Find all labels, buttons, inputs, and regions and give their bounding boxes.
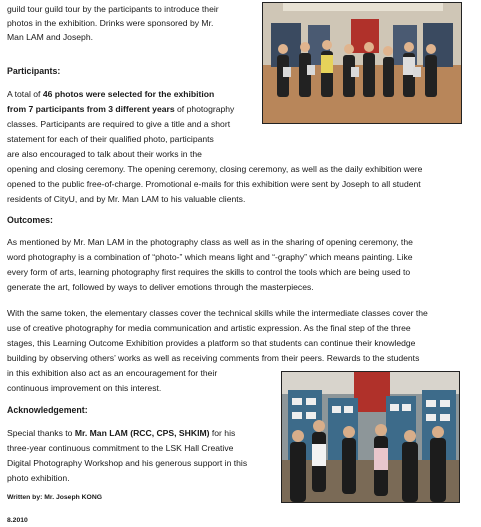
ack-prefix: Special thanks to — [7, 428, 75, 438]
participants-bold-1: 46 photos were selected for the exhibition — [42, 89, 215, 99]
outcomes-p2-line-5: in this exhibition also act as an encouragement for their — [7, 368, 218, 378]
intro-line-3: Man LAM and Joseph. — [7, 32, 93, 42]
outcomes-heading: Outcomes: — [7, 215, 53, 225]
participants-line-5: are also encouraged to talk about their works in the — [7, 149, 202, 159]
outcomes-p2-line-1: With the same token, the elementary classes cover the technical skills while the intermediate classes cover the — [7, 308, 428, 318]
outcomes-p1-line-2: word photography is a combination of “photo-” which means light and “-graphy” which means painting. Like — [7, 252, 413, 262]
participants-heading: Participants: — [7, 66, 61, 76]
participants-bold-2: from 7 participants from 3 different years — [7, 104, 175, 114]
participants-line-7: opened to the public free-of-charge. Promotional e-mails for this exhibition were sent by Joseph to all student — [7, 179, 421, 189]
participants-prefix: A total of — [7, 89, 43, 99]
acknowledgement-line-4: photo exhibition. — [7, 473, 70, 483]
acknowledgement-line-2: three-year continuous commitment to the LSK Hall Creative — [7, 443, 234, 453]
participants-suffix: of photography — [174, 104, 235, 114]
written-by: Written by: Mr. Joseph KONG — [7, 494, 103, 501]
outcomes-p1-line-1: As mentioned by Mr. Man LAM in the photography class as well as in the sharing of opening ceremony, the — [7, 237, 413, 247]
exhibition-photo-image — [282, 372, 459, 502]
group-photo-image — [263, 3, 461, 123]
group-photo — [262, 2, 462, 124]
participants-line-3: classes. Participants are required to give a title and a short — [7, 119, 231, 129]
outcomes-p2-line-3: stages, this Learning Outcome Exhibition provides a platform so that students can continue their knowledge — [7, 338, 416, 348]
outcomes-p1-line-4: generate the art, followed by ways to deliver emotions through the masterpieces. — [7, 282, 314, 292]
outcomes-p2-line-6: continuous improvement on this interest. — [7, 383, 162, 393]
ack-bold: Mr. Man LAM (RCC, CPS, SHKIM) — [74, 428, 210, 438]
participants-line-6: opening and closing ceremony. The opening ceremony, closing ceremony, as well as the daily exhibition were — [7, 164, 423, 174]
outcomes-p2-line-4: building by observing others’ works as well as receiving comments from their peers. Rewards to the students — [7, 353, 420, 363]
outcomes-p1-line-3: every form of arts, learning photography first requires the skills to control the tools which are being used to — [7, 267, 411, 277]
intro-line-1: guild tour guild tour by the participants to introduce their — [7, 4, 219, 14]
acknowledgement-line-1 — [7, 426, 259, 441]
date: 8.2010 — [7, 517, 28, 524]
participants-line-4: statement for each of their qualified photo, participants — [7, 134, 214, 144]
ack-suffix: for his — [209, 428, 236, 438]
outcomes-p2-line-2: use of creative photography for media communication and artistic expression. As the final step of the three — [7, 323, 411, 333]
participants-line-2 — [7, 102, 259, 117]
participants-line-8: residents of CityU, and by Mr. Man LAM to his valuable clients. — [7, 194, 246, 204]
exhibition-photo — [281, 371, 460, 503]
acknowledgement-heading: Acknowledgement: — [7, 405, 88, 415]
participants-line-1 — [7, 87, 259, 102]
intro-line-2: photos in the exhibition. Drinks were sponsored by Mr. — [7, 18, 214, 28]
acknowledgement-line-3: Digital Photography Workshop and his generous support in this — [7, 458, 248, 468]
